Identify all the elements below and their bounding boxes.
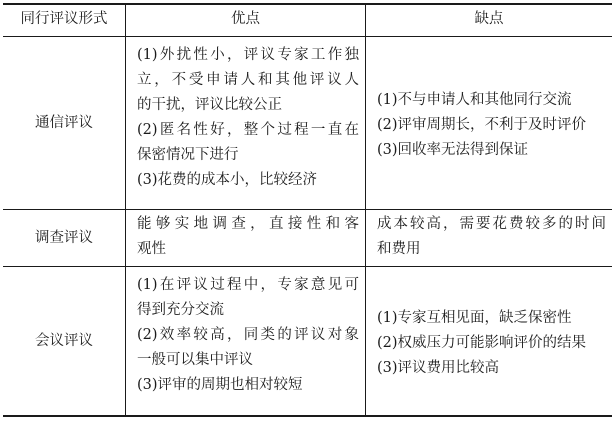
pros-line: (3)评审的周期也相对较短 bbox=[137, 377, 303, 393]
pros-cell bbox=[126, 210, 366, 266]
cons-line: (3)回收率无法得到保证 bbox=[377, 141, 529, 158]
pros-line: (3)花费的成本小，比较经济 bbox=[137, 172, 318, 188]
form-cell bbox=[3, 37, 126, 209]
pros-line: 一般可以集中评议 bbox=[137, 352, 253, 368]
table-row-mail-review bbox=[3, 37, 612, 210]
pros-line: (1)外扰性小，评议专家工作独 bbox=[137, 47, 359, 63]
pros-line: 得到充分交流 bbox=[137, 302, 224, 318]
form-cell bbox=[3, 210, 126, 266]
pros-line: (1)在评议过程中，专家意见可 bbox=[137, 277, 359, 293]
pros-cell bbox=[126, 267, 366, 415]
header-pros: 优点 bbox=[126, 5, 366, 36]
form-label: 通信评议 bbox=[35, 114, 93, 131]
cons-line: (2)权威压力可能影响评价的结果 bbox=[377, 334, 587, 351]
peer-review-comparison-table bbox=[3, 3, 612, 417]
pros-line: 观性 bbox=[137, 241, 166, 257]
header-form: 同行评议形式 bbox=[3, 5, 126, 36]
pros-line: 的干扰，评议比较公正 bbox=[137, 97, 282, 113]
pros-line: (2)匿名性好，整个过程一直在 bbox=[137, 122, 359, 138]
table-row-meeting-review bbox=[3, 267, 612, 415]
form-label: 调查评议 bbox=[35, 229, 93, 246]
table-row-field-review bbox=[3, 210, 612, 267]
pros-line: 保密情况下进行 bbox=[137, 147, 239, 163]
table-header-row bbox=[3, 5, 612, 37]
cons-line: (1)不与申请人和其他同行交流 bbox=[377, 91, 572, 108]
cons-line: (3)评议费用比较高 bbox=[377, 359, 500, 376]
form-label: 会议评议 bbox=[35, 332, 93, 349]
header-cons: 缺点 bbox=[474, 11, 504, 27]
pros-cell bbox=[126, 37, 366, 209]
pros-line: (2)效率较高，同类的评议对象 bbox=[137, 327, 359, 343]
cons-line: 成本较高，需要花费较多的时间 bbox=[377, 216, 606, 232]
cons-cell bbox=[366, 267, 612, 415]
form-cell bbox=[3, 267, 126, 415]
cons-cell bbox=[366, 210, 612, 266]
cons-line: 和费用 bbox=[377, 241, 421, 257]
cons-cell bbox=[366, 37, 612, 209]
pros-line: 立，不受申请人和其他评议人 bbox=[137, 72, 359, 88]
cons-line: (1)专家互相见面，缺乏保密性 bbox=[377, 309, 572, 326]
cons-line: (2)评审周期长，不利于及时评价 bbox=[377, 116, 587, 133]
pros-line: 能够实地调查，直接性和客 bbox=[137, 216, 359, 232]
